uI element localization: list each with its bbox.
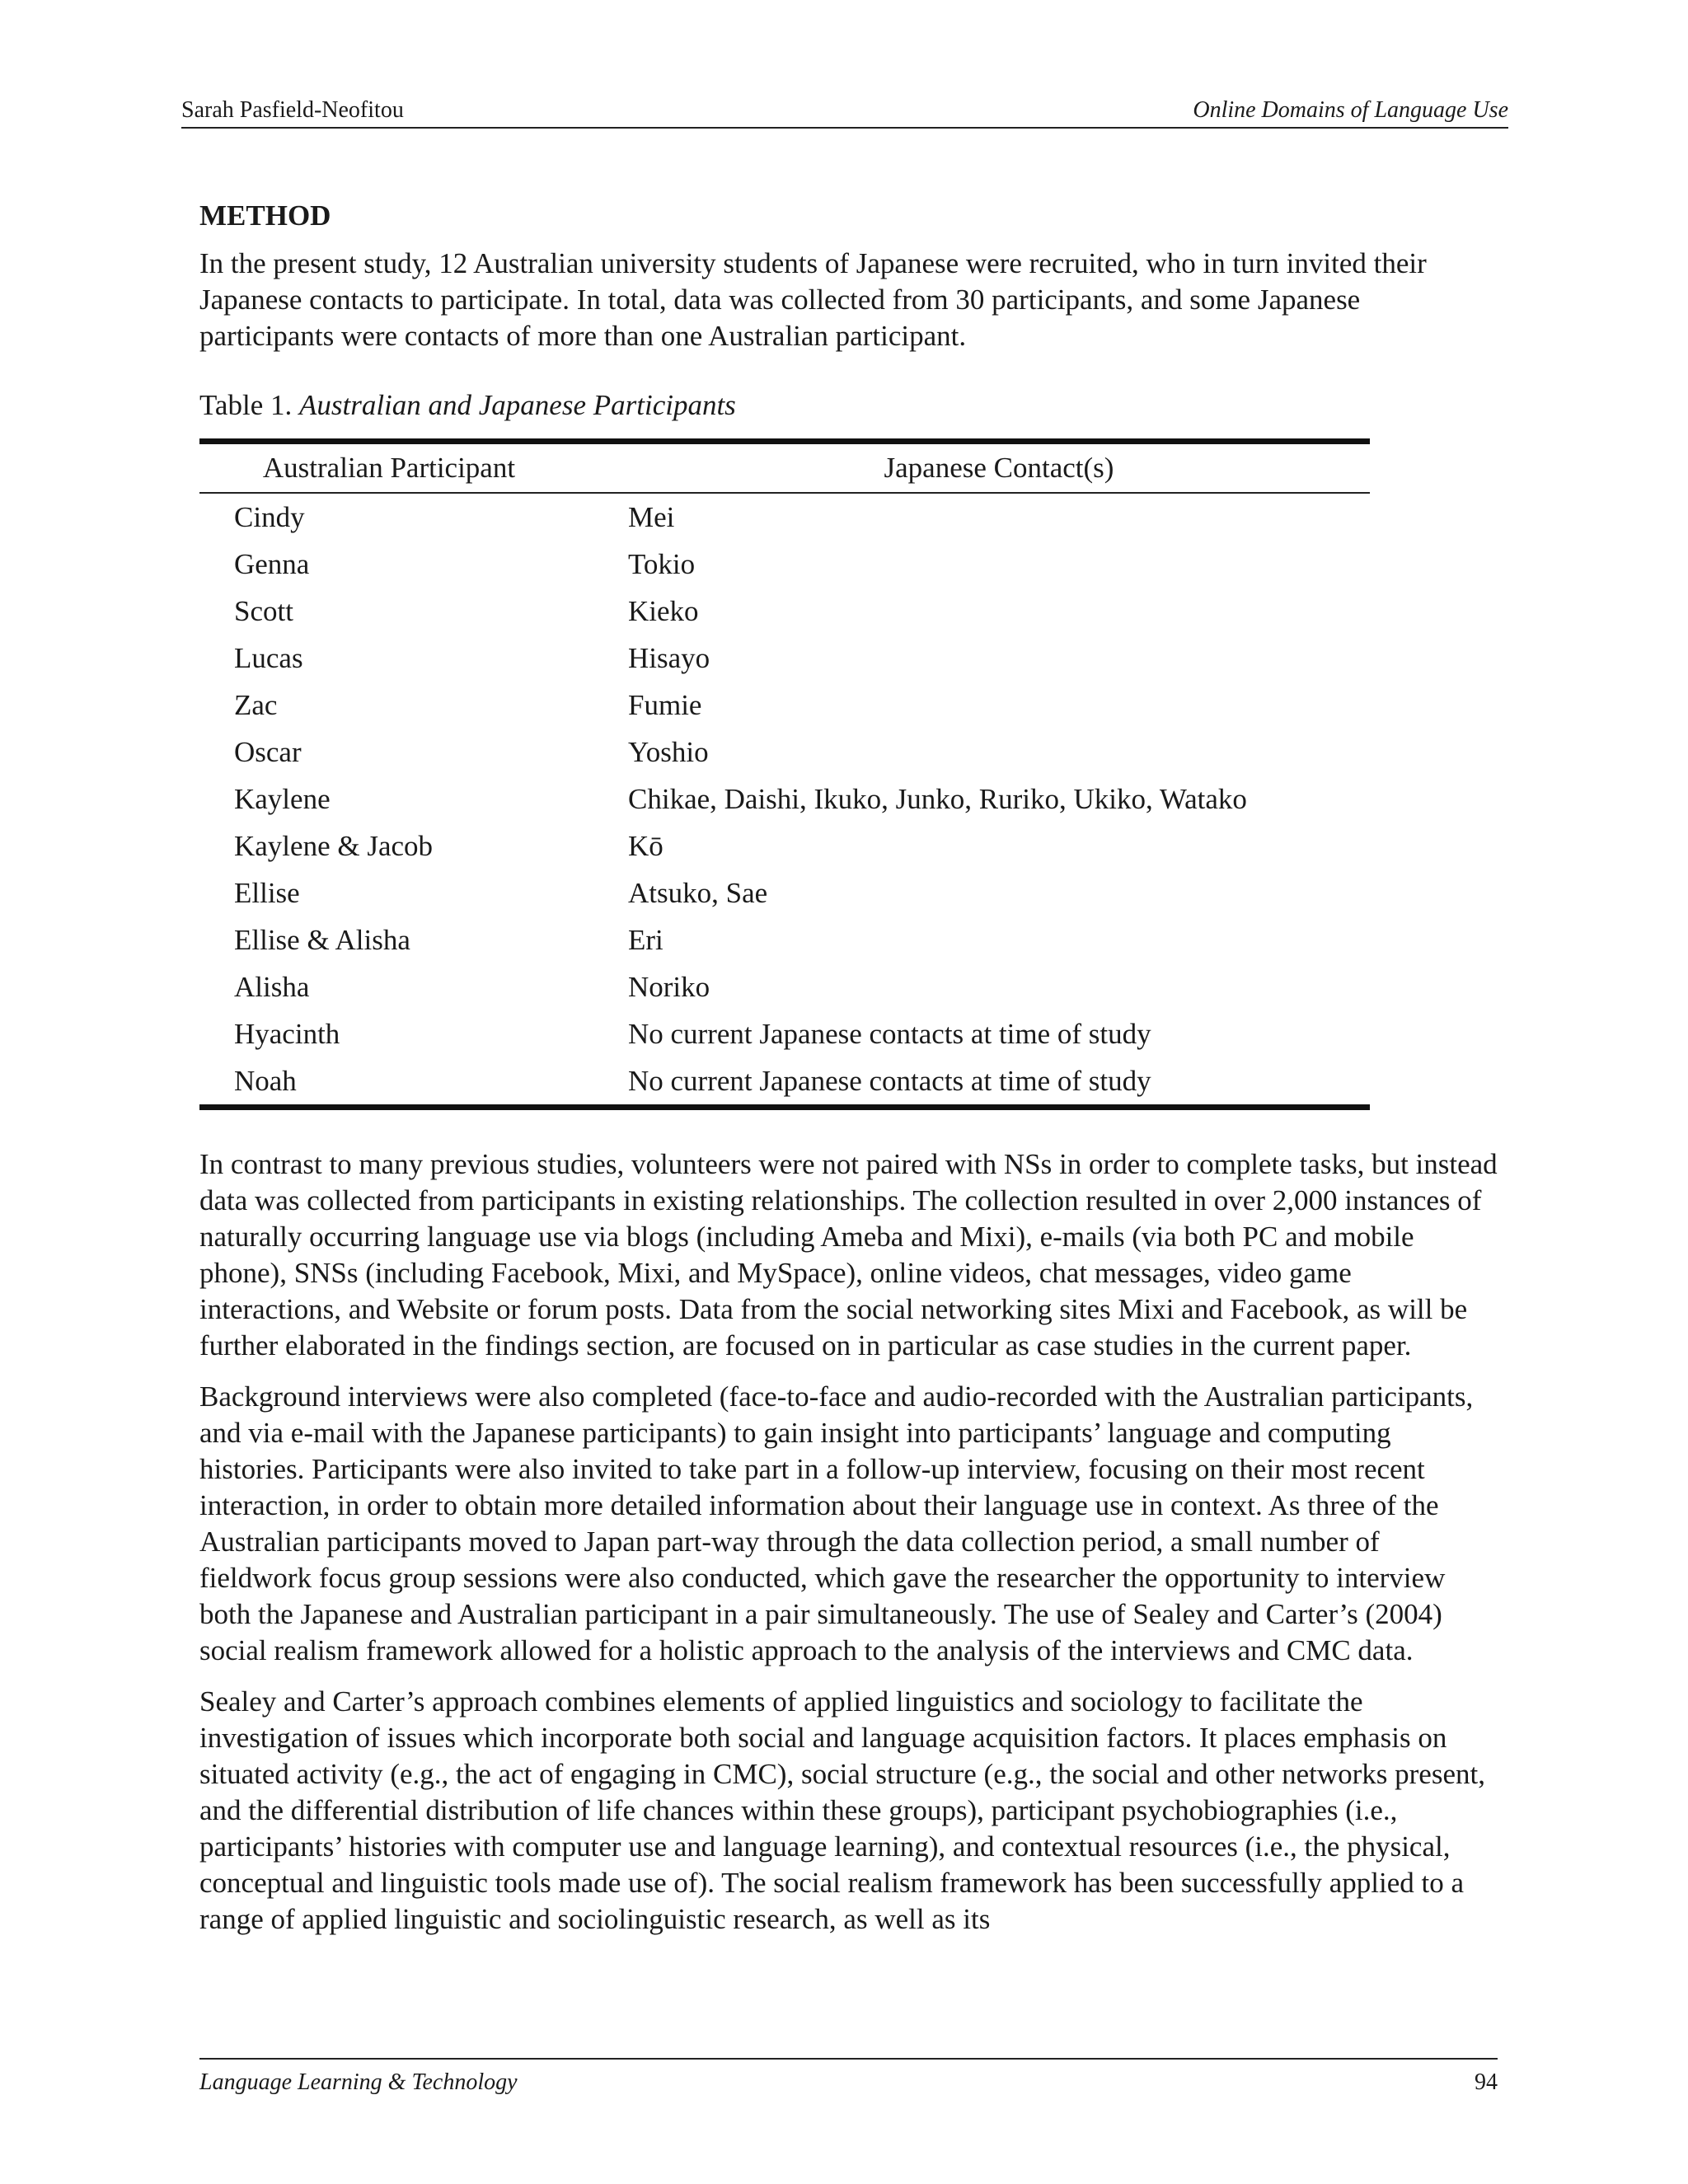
- column-header-japanese: Japanese Contact(s): [628, 442, 1370, 494]
- australian-cell: Kaylene & Jacob: [234, 829, 434, 862]
- japanese-cell: Hisayo: [628, 641, 710, 674]
- japanese-cell: Noriko: [628, 970, 710, 1003]
- australian-cell: Cindy: [234, 500, 305, 533]
- australian-cell: Ellise & Alisha: [234, 923, 410, 956]
- column-header-australian: Australian Participant: [199, 442, 628, 494]
- australian-cell: Noah: [199, 1057, 628, 1108]
- australian-cell: Lucas: [234, 641, 303, 674]
- japanese-cell: Tokio: [628, 547, 696, 580]
- header-title: Online Domains of Language Use: [1193, 97, 1508, 123]
- table-row: [199, 1010, 1370, 1057]
- body-paragraph: Sealey and Carter’s approach combines elements of applied linguistics and sociology to facilitate the investigation of issues which incorporate both social and language acquisition factors. It places emphasis on situated activity (e.g., the act of engaging in CMC), social structure (e.g., the social and other networks present, and the differential distribution of life chances within these groups), participant psychobiographies (i.e., participants’ histories with computer use and language learning), and contextual resources (i.e., the physical, conceptual and linguistic tools made use of). The social realism framework has been successfully applied to a range of applied linguistic and sociolinguistic research, as well as its: [199, 1685, 1485, 1935]
- participants-table: [199, 438, 1370, 1110]
- australian-cell: Oscar: [234, 735, 302, 768]
- japanese-cell: Kieko: [628, 594, 699, 627]
- table-row: [199, 588, 1370, 635]
- australian-cell: Genna: [234, 547, 310, 580]
- table-row: [199, 541, 1370, 588]
- japanese-cell: Kō: [628, 829, 663, 862]
- table-row: [199, 493, 1370, 541]
- australian-cell: Alisha: [234, 970, 310, 1003]
- australian-cell: Ellise: [234, 876, 300, 909]
- australian-cell: Hyacinth: [234, 1017, 340, 1050]
- page-content: [199, 198, 1498, 1938]
- japanese-cell: Eri: [628, 923, 663, 956]
- japanese-cell: Yoshio: [628, 735, 709, 768]
- running-footer: [199, 2058, 1498, 2096]
- intro-paragraph: In the present study, 12 Australian university students of Japanese were recruited, who in turn invited their Japanese contacts to participate. In total, data was collected from 30 participants, and some Japanese participants were contacts of more than one Australian participant.: [199, 247, 1427, 352]
- table-caption-label: Table 1.: [199, 389, 293, 421]
- body-paragraph: Background interviews were also completed (face-to-face and audio-recorded with the Australian participants, and via e-mail with the Japanese participants) to gain insight into participants’ language and computing histories. Participants were also invited to take part in a follow-up interview, focusing on their most recent interaction, in order to obtain more detailed information about their language use in context. As three of the Australian participants moved to Japan part-way through the data collection period, a small number of fieldwork focus group sessions were also conducted, which gave the researcher the opportunity to interview both the Japanese and Australian participant in a pair simultaneously. The use of Sealey and Carter’s (2004) social realism framework allowed for a holistic approach to the analysis of the interviews and CMC data.: [199, 1380, 1474, 1666]
- header-author: Sarah Pasfield-Neofitou: [181, 97, 404, 123]
- table-row: [199, 823, 1370, 869]
- japanese-cell: Fumie: [628, 688, 702, 721]
- table-row: [199, 916, 1370, 963]
- table-row: [199, 1057, 1370, 1108]
- japanese-cell: Atsuko, Sae: [628, 876, 768, 909]
- australian-cell: Zac: [234, 688, 278, 721]
- table-row: [199, 729, 1370, 776]
- table-header-row: [199, 442, 1370, 494]
- australian-cell: Kaylene: [234, 782, 331, 815]
- table-row: [199, 869, 1370, 916]
- australian-cell: Scott: [234, 594, 293, 627]
- table-row: [199, 963, 1370, 1010]
- table-row: [199, 635, 1370, 682]
- japanese-cell: No current Japanese contacts at time of study: [628, 1017, 1151, 1050]
- body-paragraph: In contrast to many previous studies, volunteers were not paired with NSs in order to complete tasks, but instead data was collected from participants in existing relationships. The collection resulted in over 2,000 instances of naturally occurring language use via blogs (including Ameba and Mixi), e-mails (via both PC and mobile phone), SNSs (including Facebook, Mixi, and MySpace), online videos, chat messages, video game interactions, and Website or forum posts. Data from the social networking sites Mixi and Facebook, as will be further elaborated in the findings section, are focused on in particular as case studies in the current paper.: [199, 1148, 1498, 1361]
- page-number: 94: [1475, 2069, 1498, 2095]
- japanese-cell: No current Japanese contacts at time of study: [628, 1057, 1370, 1108]
- running-header: [181, 97, 1508, 129]
- japanese-cell: Mei: [628, 500, 675, 533]
- table-caption-title: Australian and Japanese Participants: [298, 389, 736, 421]
- section-heading: METHOD: [199, 199, 331, 232]
- table-row: [199, 776, 1370, 823]
- japanese-cell: Chikae, Daishi, Ikuko, Junko, Ruriko, Ukiko, Watako: [628, 782, 1247, 815]
- table-row: [199, 682, 1370, 729]
- footer-journal: Language Learning & Technology: [199, 2069, 518, 2095]
- table-caption: [199, 387, 1498, 424]
